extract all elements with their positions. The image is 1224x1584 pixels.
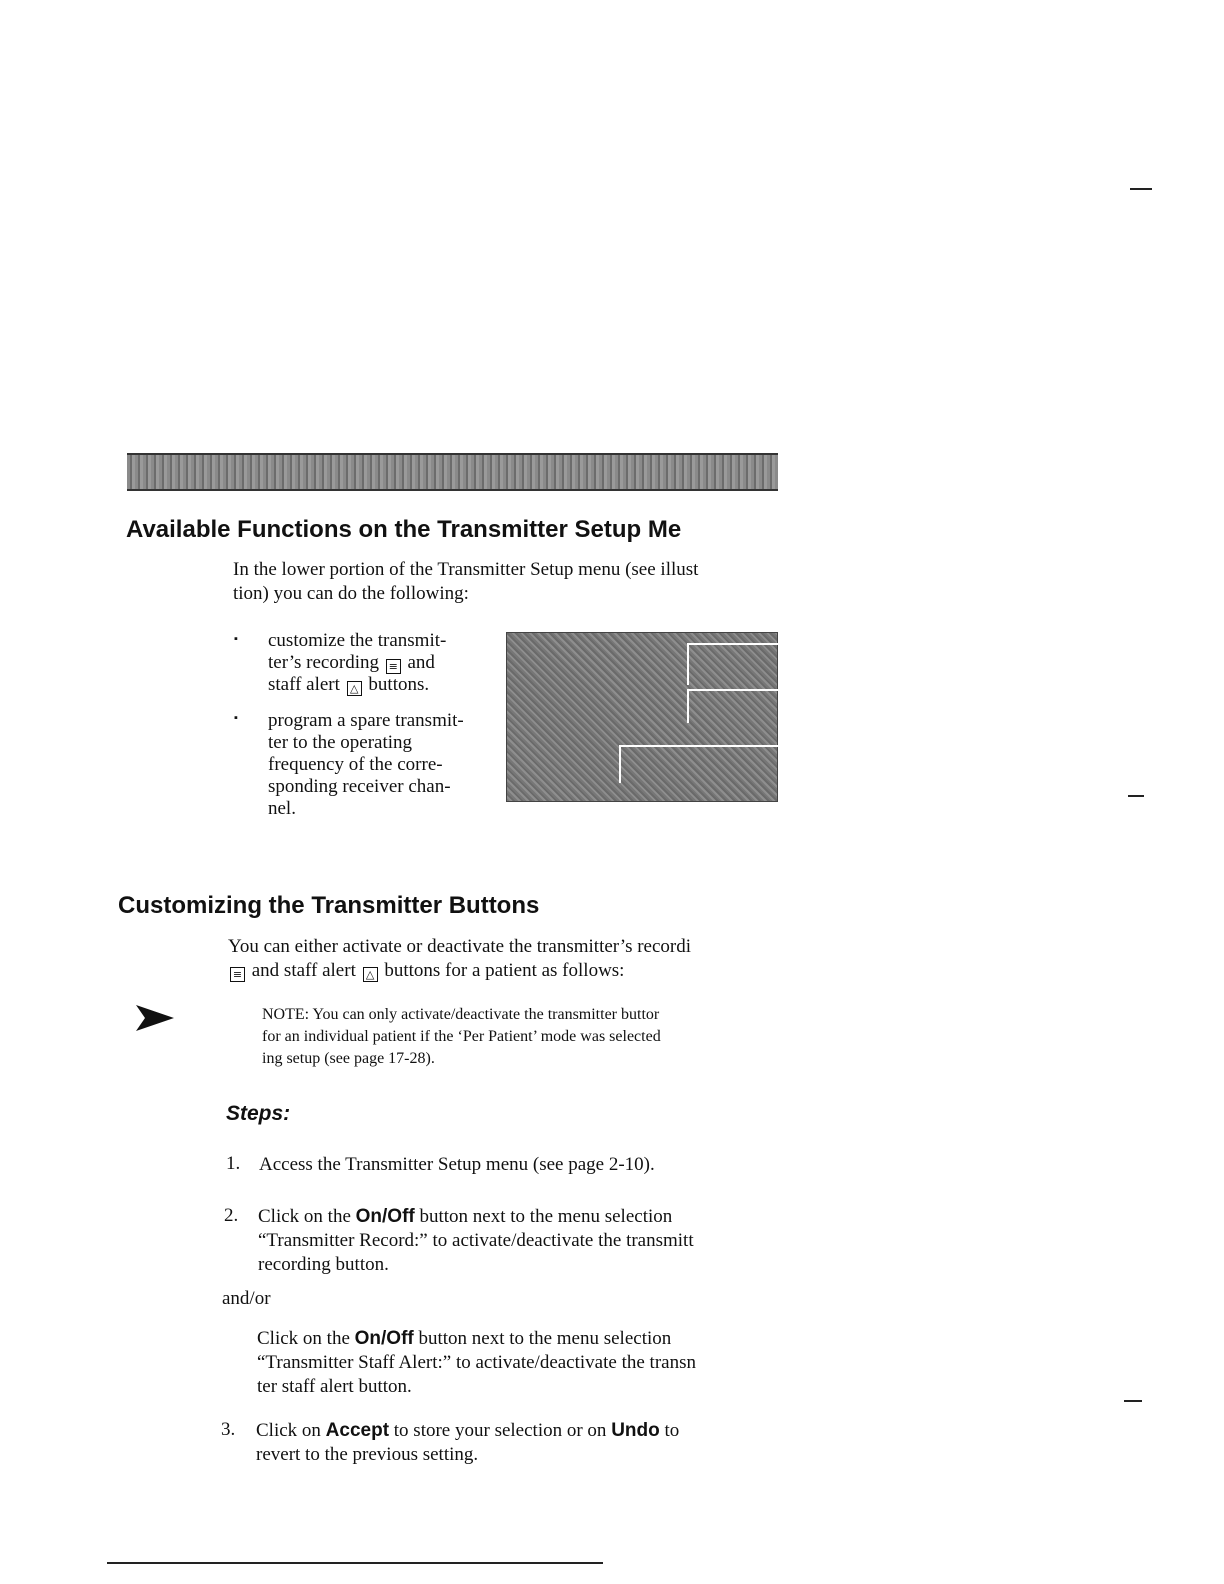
- margin-mark: [1130, 188, 1152, 190]
- bullet-line: [268, 652, 498, 674]
- intro2-line-1: You can either activate or deactivate the transmitter’s recordi: [228, 936, 692, 957]
- step-number: 1.: [226, 1153, 241, 1174]
- note-line-1: NOTE: You can only activate/deactivate the transmitter buttor: [262, 1006, 660, 1023]
- step-3-line-2: revert to the previous setting.: [256, 1444, 479, 1465]
- step-number: 3.: [221, 1419, 236, 1440]
- illustration-panel: [687, 643, 779, 685]
- step-text: button next to the menu selection: [419, 1206, 673, 1227]
- alt-line-3: ter staff alert button.: [257, 1376, 412, 1397]
- arrow-icon: [136, 1005, 174, 1031]
- alt-line-1: [257, 1327, 671, 1351]
- bullet-text: ter’s recording: [268, 652, 379, 673]
- intro-line-2: tion) you can do the following:: [233, 583, 469, 604]
- footer-rule: [107, 1562, 603, 1564]
- bullet-program-spare: [268, 710, 498, 820]
- bullet-line: customize the transmit-: [268, 630, 447, 651]
- step-text: to store your selection or on: [393, 1420, 607, 1441]
- illustration-panel: [619, 745, 779, 783]
- staff-alert-icon: △: [347, 681, 362, 696]
- bullet-line: sponding receiver chan-: [268, 776, 451, 797]
- bullet-line: [268, 674, 498, 696]
- and-or-text: and/or: [222, 1288, 271, 1309]
- step-3-line-1: [256, 1419, 679, 1443]
- undo-button-label: Undo: [611, 1420, 660, 1441]
- intro-text: and staff alert: [251, 960, 356, 981]
- step-text: Click on the: [257, 1328, 350, 1349]
- step-text: Click on the: [258, 1206, 351, 1227]
- step-text: Click on: [256, 1420, 321, 1441]
- step-2-line-2: “Transmitter Record:” to activate/deactivate the transmitt: [258, 1230, 694, 1251]
- step-2-line-3: recording button.: [258, 1254, 389, 1275]
- transmitter-setup-illustration: [506, 632, 778, 802]
- intro-line-1: In the lower portion of the Transmitter Setup menu (see illust: [233, 559, 699, 580]
- bullet-text: buttons.: [368, 674, 430, 695]
- bullet-text: staff alert: [268, 674, 340, 695]
- step-text: to: [664, 1420, 680, 1441]
- staff-alert-icon: △: [363, 967, 378, 982]
- record-icon: ≡: [386, 659, 401, 674]
- bullet-icon: ▪: [234, 712, 238, 724]
- margin-mark: [1128, 795, 1144, 797]
- accept-button-label: Accept: [325, 1420, 390, 1441]
- record-icon: ≡: [230, 967, 245, 982]
- section-header-bar: [127, 453, 778, 491]
- bullet-text: and: [407, 652, 435, 673]
- intro2-line-2: [228, 959, 624, 983]
- note-line-3: ing setup (see page 17-28).: [262, 1050, 435, 1067]
- note-line-2: for an individual patient if the ‘Per Patient’ mode was selected: [262, 1028, 661, 1045]
- illustration-panel: [687, 689, 779, 723]
- alt-line-2: “Transmitter Staff Alert:” to activate/deactivate the transn: [257, 1352, 696, 1373]
- on-off-button-label: On/Off: [355, 1206, 415, 1227]
- section-title-customizing: Customizing the Transmitter Buttons: [118, 892, 540, 919]
- bullet-line: ter to the operating: [268, 732, 413, 753]
- step-2-line-1: [258, 1205, 672, 1229]
- intro-text: buttons for a patient as follows:: [384, 960, 625, 981]
- bullet-line: nel.: [268, 798, 296, 819]
- bullet-customize: [268, 630, 498, 696]
- margin-mark: [1124, 1400, 1142, 1402]
- section-title-available-functions: Available Functions on the Transmitter Setup Me: [126, 516, 682, 543]
- bullet-line: frequency of the corre-: [268, 754, 443, 775]
- step-number: 2.: [224, 1205, 239, 1226]
- step-1-text: Access the Transmitter Setup menu (see page 2-10).: [259, 1154, 655, 1175]
- steps-title: Steps:: [226, 1102, 291, 1125]
- on-off-button-label: On/Off: [354, 1328, 414, 1349]
- step-text: button next to the menu selection: [418, 1328, 672, 1349]
- bullet-line: program a spare transmit-: [268, 710, 464, 731]
- bullet-icon: ▪: [234, 633, 238, 645]
